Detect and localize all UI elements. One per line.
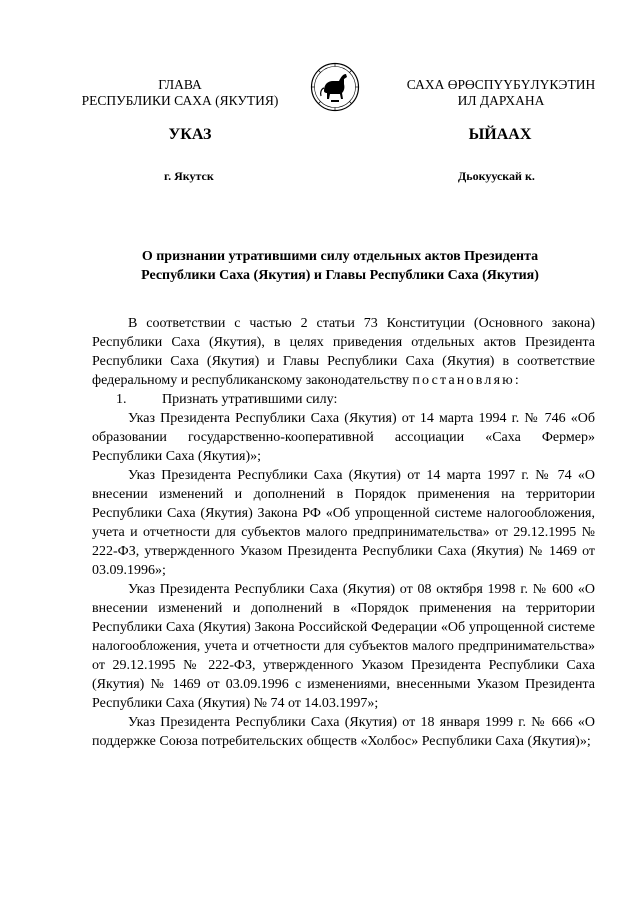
coat-of-arms-icon <box>310 62 360 112</box>
city-sakha: Дьокуускай к. <box>458 169 535 183</box>
issuer-ru <box>70 77 290 109</box>
document-body <box>92 314 595 751</box>
issuer-ru-line1: ГЛАВА <box>158 77 202 92</box>
repealed-act-2: Указ Президента Республики Саха (Якутия) от 14 марта 1997 г. № 74 «О внесении изменений и дополнений в Порядок применения на территории Республики Саха (Якутия) Закона РФ «Об упрощенной системе налогообложения, учета и отчетности для субъектов малого предпринимательства» от 29.12.1995 № 222-ФЗ, утвержденного Указом Президента Республики Саха (Якутия) № 1469 от 03.09.1996»; <box>92 468 595 578</box>
doc-type-ru: УКАЗ <box>168 126 212 143</box>
title-line-2: Республики Саха (Якутия) и Главы Республики Саха (Якутия) <box>141 268 539 283</box>
issuer-ru-line2: РЕСПУБЛИКИ САХА (ЯКУТИЯ) <box>81 93 279 108</box>
issuer-sakha-line2: ИЛ ДАРХАНА <box>457 93 545 108</box>
item-1 <box>92 390 595 409</box>
city-ru: г. Якутск <box>164 169 214 183</box>
issuer-sakha <box>396 77 606 109</box>
issuer-sakha-line1: САХА ӨРӨСПҮҮБҮЛҮКЭТИН <box>406 77 596 92</box>
item-1-text: Признать утратившими силу: <box>162 392 338 407</box>
preamble-text: В соответствии с частью 2 статьи 73 Конституции (Основного закона) Республики Саха (Якутия), в целях приведения отдельных актов Президента Республики Саха (Якутия) и Главы Республики Саха (Якутия) в соответствие федеральному и республиканскому законодательству <box>92 316 595 388</box>
decree-word: постановляю: <box>412 373 521 388</box>
repealed-act-1: Указ Президента Республики Саха (Якутия) от 14 марта 1994 г. № 746 «Об образовании государственно-кооперативной ассоциации «Саха Фермер» Республики Саха (Якутия)»; <box>92 411 595 464</box>
doc-type-sakha: ЫЙААХ <box>468 126 532 143</box>
repealed-act-3: Указ Президента Республики Саха (Якутия) от 08 октября 1998 г. № 600 «О внесении изменений и дополнений в «Порядок применения на территории Республики Саха (Якутия) Закона Российской Федерации «Об упрощенной системе налогообложения, учета и отчетности для субъектов малого предпринимательства» от 29.12.1995 № 222-ФЗ, утвержденного Указом Президента Республики Саха (Якутия) № 1469 от 03.09.1996 с изменениями, внесенными Указом Президента Республики Саха (Якутия) № 74 от 14.03.1997»; <box>92 582 595 711</box>
repealed-act-4: Указ Президента Республики Саха (Якутия) от 18 января 1999 г. № 666 «О поддержке Союза потребительских обществ «Холбос» Республики Саха (Якутия)»; <box>92 715 595 749</box>
item-1-number: 1. <box>116 392 127 407</box>
title-line-1: О признании утратившими силу отдельных актов Президента <box>141 249 539 264</box>
document-title <box>90 247 590 285</box>
preamble-paragraph <box>92 314 595 390</box>
